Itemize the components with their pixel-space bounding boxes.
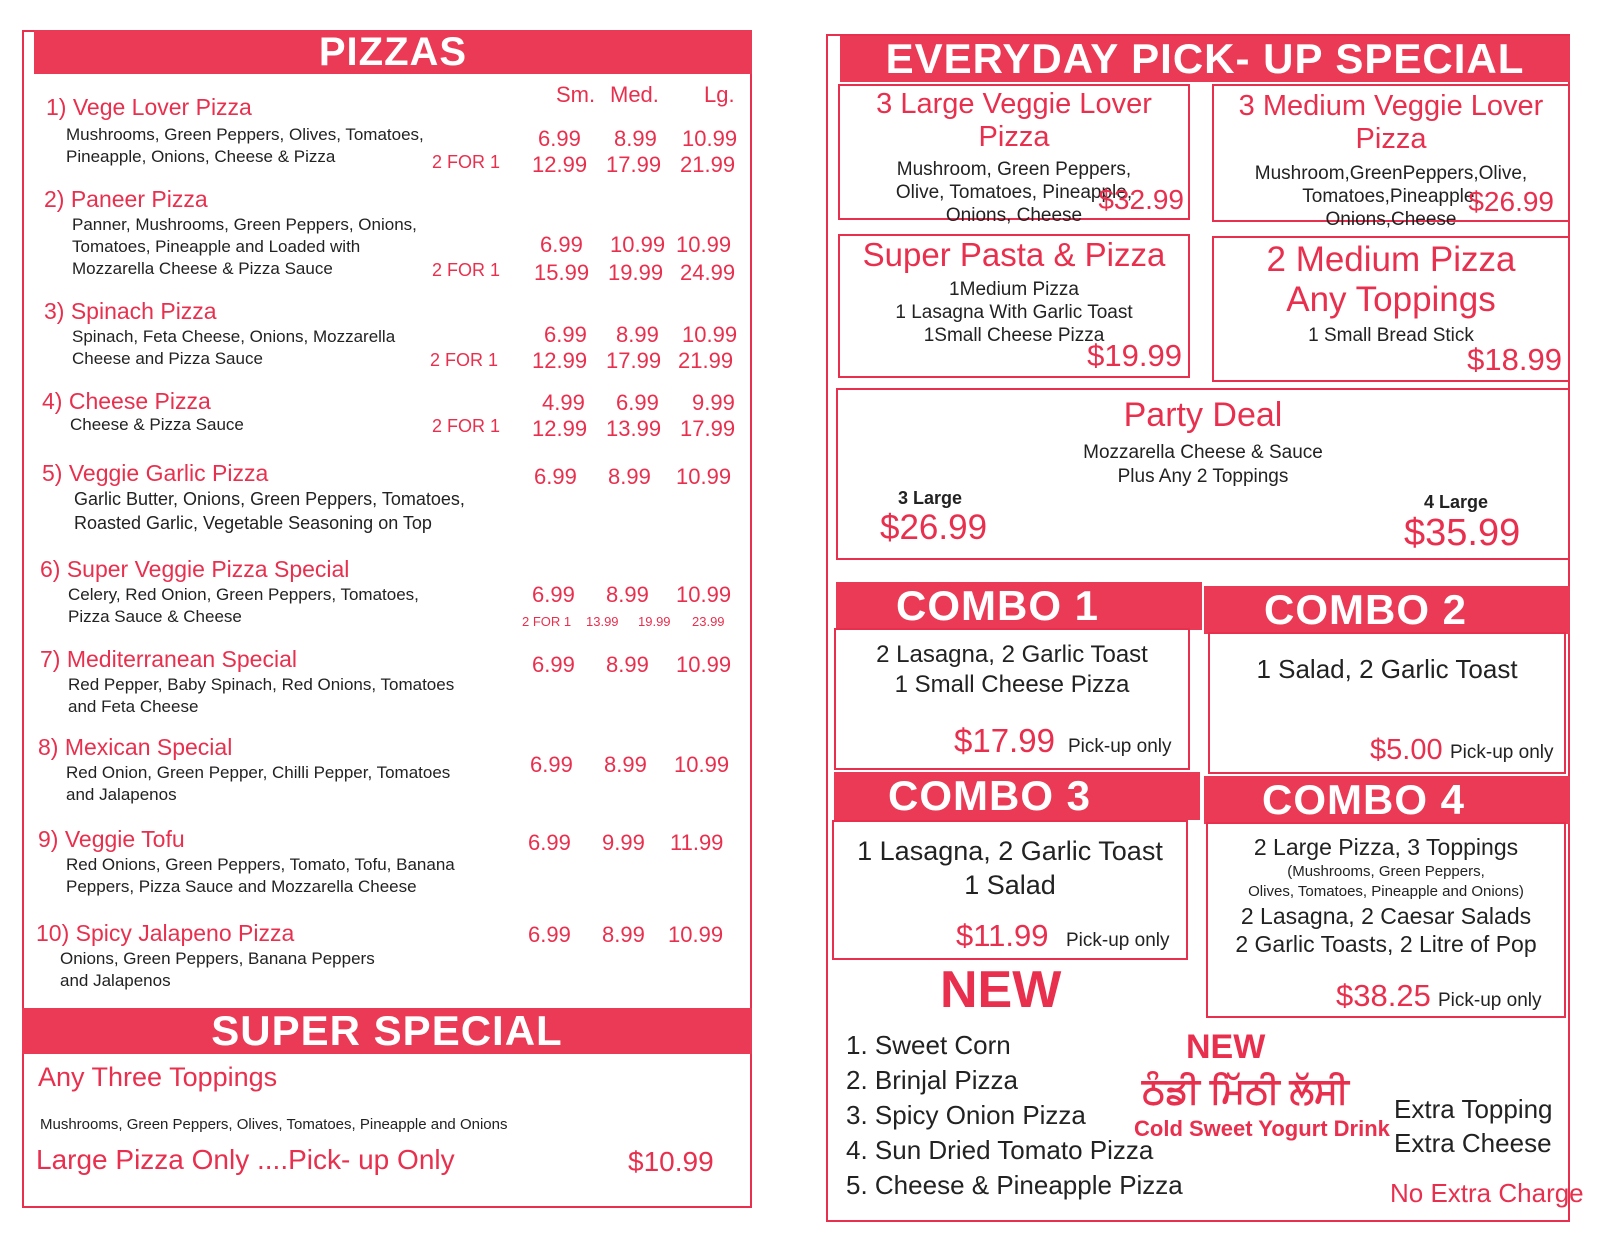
deal-price: $19.99 — [1087, 338, 1182, 373]
deal-card — [838, 234, 1190, 378]
price-small: 6.99 — [532, 582, 575, 607]
col-large-header: Lg. — [704, 82, 735, 107]
item-desc: Cheese and Pizza Sauce — [72, 349, 263, 368]
deal-line: 1Medium Pizza — [949, 279, 1079, 300]
deal-line: Onions, Cheese — [945, 205, 1083, 226]
combo3-card — [832, 820, 1188, 960]
combo3-title: COMBO 3 — [888, 772, 1092, 819]
pickup-only-label: Pick-up only — [1438, 990, 1542, 1011]
deal-line: Olive, Tomatoes, Pineapple, — [895, 182, 1133, 203]
menu-item — [46, 94, 746, 184]
price-small-2for1: 15.99 — [534, 260, 590, 285]
price-large: 10.99 — [676, 582, 732, 607]
item-desc: Garlic Butter, Onions, Green Peppers, Tomatoes, — [74, 489, 465, 509]
menu-item — [38, 826, 738, 896]
two-for-one-label: 2 FOR 1 — [430, 350, 499, 370]
combo-price: $5.00 — [1370, 734, 1443, 766]
combo4-card — [1206, 822, 1566, 1018]
item-name: 4) Cheese Pizza — [42, 388, 211, 414]
drink-name: Cold Sweet Yogurt Drink — [1134, 1116, 1390, 1141]
super-special-subtitle: Any Three Toppings — [38, 1062, 278, 1092]
price-medium: 8.99 — [606, 582, 649, 607]
col-medium-header: Med. — [610, 82, 659, 107]
price-medium-2for1: 13.99 — [606, 416, 662, 441]
super-special-banner — [22, 1008, 752, 1054]
item-desc: and Jalapenos — [66, 785, 177, 804]
pickup-only-label: Pick-up only — [1068, 736, 1172, 757]
menu-item — [40, 556, 740, 636]
price-small-2for1: 13.99 — [586, 614, 619, 629]
price-large: 10.99 — [668, 922, 724, 947]
extra-topping-label: Extra Topping — [1394, 1094, 1553, 1124]
price-medium-2for1: 19.99 — [638, 614, 671, 629]
item-name: 5) Veggie Garlic Pizza — [42, 460, 269, 486]
item-desc: Roasted Garlic, Vegetable Seasoning on Top — [74, 513, 432, 533]
item-desc: Celery, Red Onion, Green Peppers, Tomatoes, — [68, 585, 419, 604]
combo1-banner — [836, 582, 1202, 630]
price-small: 6.99 — [528, 922, 571, 947]
price-large-2for1: 24.99 — [680, 260, 736, 285]
col-small-header: Sm. — [556, 82, 596, 107]
deal-title: Super Pasta & Pizza — [862, 236, 1166, 273]
extra-cheese-label: Extra Cheese — [1394, 1128, 1552, 1158]
two-for-one-label: 2 FOR 1 — [432, 260, 501, 280]
price-large: 10.99 — [674, 752, 730, 777]
everyday-title: EVERYDAY PICK- UP SPECIAL — [885, 35, 1525, 82]
price-medium: 8.99 — [604, 752, 647, 777]
item-name: 10) Spicy Jalapeno Pizza — [36, 920, 295, 946]
price-large-2for1: 21.99 — [680, 152, 736, 177]
combo4-banner — [1204, 776, 1570, 824]
price-large: 9.99 — [692, 390, 735, 415]
item-desc: Cheese & Pizza Sauce — [70, 415, 244, 434]
combo2-title: COMBO 2 — [1264, 586, 1468, 633]
deal-price: $26.99 — [1468, 186, 1554, 217]
list-item: 5. Cheese & Pineapple Pizza — [846, 1170, 1183, 1200]
combo-price: $38.25 — [1336, 978, 1431, 1013]
deal-line: 1Small Cheese Pizza — [923, 325, 1105, 346]
combo-line: 2 Garlic Toasts, 2 Litre of Pop — [1235, 931, 1537, 957]
super-special-price: $10.99 — [628, 1146, 714, 1177]
price-large: 10.99 — [676, 232, 732, 257]
price-small: 6.99 — [528, 830, 571, 855]
combo2-banner — [1204, 586, 1570, 634]
party-right-price: $35.99 — [1404, 512, 1521, 554]
item-name: 6) Super Veggie Pizza Special — [40, 556, 350, 582]
deal-card — [1212, 236, 1570, 382]
deal-line: Mushroom, Green Peppers, — [896, 159, 1132, 180]
price-large: 10.99 — [682, 126, 738, 151]
item-desc: and Jalapenos — [60, 971, 171, 990]
no-extra-charge-label: No Extra Charge — [1390, 1178, 1584, 1208]
two-for-one-label: 2 FOR 1 — [432, 152, 501, 172]
item-desc: Tomatoes, Pineapple and Loaded with — [72, 237, 361, 256]
list-item: 4. Sun Dried Tomato Pizza — [846, 1135, 1154, 1165]
price-medium: 8.99 — [602, 922, 645, 947]
pizzas-banner — [34, 30, 752, 74]
everyday-banner — [840, 36, 1570, 82]
deal-price: $18.99 — [1467, 342, 1562, 377]
super-special-note: Large Pizza Only ....Pick- up Only — [36, 1144, 455, 1175]
item-name: 1) Vege Lover Pizza — [46, 94, 252, 120]
price-large-2for1: 21.99 — [678, 348, 734, 373]
deal-line: 1 Lasagna With Garlic Toast — [895, 302, 1133, 323]
deal-title: 3 Large Veggie Lover Pizza — [876, 88, 1152, 153]
pizzas-title: PIZZAS — [318, 30, 468, 74]
price-medium: 8.99 — [608, 464, 651, 489]
price-medium: 9.99 — [602, 830, 645, 855]
party-line: Plus Any 2 Toppings — [1117, 466, 1289, 487]
price-medium-2for1: 17.99 — [606, 152, 662, 177]
item-name: 7) Mediterranean Special — [40, 646, 297, 672]
item-desc: Onions, Green Peppers, Banana Peppers — [60, 949, 375, 968]
deal-price: $32.99 — [1098, 184, 1184, 215]
menu-item — [40, 646, 740, 716]
price-small: 6.99 — [538, 126, 581, 151]
price-medium: 8.99 — [616, 322, 659, 347]
combo-price: $17.99 — [954, 722, 1055, 759]
item-desc: Red Onions, Green Peppers, Tomato, Tofu, Banana — [66, 855, 455, 874]
combo1-card — [834, 628, 1190, 770]
item-desc: Red Pepper, Baby Spinach, Red Onions, Tomatoes — [68, 675, 455, 694]
party-right-label: 4 Large — [1424, 492, 1489, 512]
item-desc: and Feta Cheese — [68, 697, 199, 716]
price-large-2for1: 23.99 — [692, 614, 725, 629]
combo-line: 2 Large Pizza, 3 Toppings — [1253, 834, 1519, 860]
combo-line: 2 Lasagna, 2 Caesar Salads — [1240, 903, 1532, 929]
pickup-only-label: Pick-up only — [1066, 930, 1170, 951]
price-large-2for1: 17.99 — [680, 416, 736, 441]
menu-item — [42, 460, 742, 533]
price-small: 6.99 — [530, 752, 573, 777]
item-desc: Mozzarella Cheese & Pizza Sauce — [72, 259, 333, 278]
new-items-list — [846, 1028, 1183, 1203]
two-for-one-label: 2 FOR 1 — [522, 614, 572, 629]
party-deal-card — [836, 388, 1570, 560]
price-large: 10.99 — [676, 652, 732, 677]
menu-item — [42, 388, 742, 448]
item-name: 3) Spinach Pizza — [44, 298, 217, 324]
item-desc: Peppers, Pizza Sauce and Mozzarella Cheese — [66, 877, 417, 896]
party-left-label: 3 Large — [898, 488, 963, 508]
deal-title: 2 Medium Pizza — [1266, 240, 1516, 279]
list-item: 3. Spicy Onion Pizza — [846, 1100, 1086, 1130]
combo-price: $11.99 — [956, 918, 1049, 953]
item-desc: Spinach, Feta Cheese, Onions, Mozzarella — [72, 327, 396, 346]
drink-punjabi-name: ਠੰਡੀ ਮਿੱਠੀ ਲੱਸੀ — [1142, 1070, 1349, 1111]
deal-card — [838, 84, 1190, 226]
deal-card — [1212, 84, 1570, 230]
price-small-2for1: 12.99 — [532, 152, 588, 177]
party-line: Mozzarella Cheese & Sauce — [1083, 442, 1323, 463]
combo-line: 1 Salad, 2 Garlic Toast — [1256, 654, 1518, 684]
item-name: 8) Mexican Special — [38, 734, 233, 760]
price-small: 6.99 — [534, 464, 577, 489]
price-small-2for1: 12.99 — [532, 416, 588, 441]
combo1-title: COMBO 1 — [896, 582, 1100, 629]
item-desc: Pineapple, Onions, Cheese & Pizza — [66, 147, 336, 166]
price-medium: 10.99 — [610, 232, 666, 257]
deal-title: 3 Medium Veggie Lover Pizza — [1238, 90, 1544, 155]
price-small: 6.99 — [540, 232, 583, 257]
price-large: 11.99 — [670, 830, 724, 855]
combo4-title: COMBO 4 — [1262, 776, 1466, 823]
drink-new-label: NEW — [1186, 1028, 1266, 1066]
item-desc: Pizza Sauce & Cheese — [68, 607, 242, 626]
price-medium-2for1: 19.99 — [608, 260, 664, 285]
menu-item — [38, 734, 738, 804]
combo-line: Olives, Tomatoes, Pineapple and Onions) — [1248, 883, 1524, 900]
price-small: 4.99 — [542, 390, 585, 415]
super-special-toppings: Mushrooms, Green Peppers, Olives, Tomatoes, Pineapple and Onions — [40, 1116, 508, 1133]
price-small: 6.99 — [532, 652, 575, 677]
menu-item — [36, 920, 736, 990]
combo-line: 1 Salad — [964, 870, 1056, 900]
price-medium: 6.99 — [616, 390, 659, 415]
item-name: 2) Paneer Pizza — [44, 186, 208, 212]
deal-line: Onions,Cheese — [1325, 209, 1457, 230]
deal-line: 1 Small Bread Stick — [1308, 325, 1474, 346]
combo-line: 1 Small Cheese Pizza — [894, 671, 1130, 698]
price-large: 10.99 — [682, 322, 738, 347]
super-special-title: SUPER SPECIAL — [211, 1007, 563, 1054]
price-medium-2for1: 17.99 — [606, 348, 662, 373]
menu-item — [44, 186, 744, 286]
item-desc: Red Onion, Green Pepper, Chilli Pepper, Tomatoes — [66, 763, 451, 782]
price-medium: 8.99 — [614, 126, 657, 151]
item-name: 9) Veggie Tofu — [38, 826, 185, 852]
price-small: 6.99 — [544, 322, 587, 347]
price-large: 10.99 — [676, 464, 732, 489]
deal-line: Mushroom,GreenPeppers,Olive, — [1254, 163, 1528, 184]
combo-line: 2 Lasagna, 2 Garlic Toast — [876, 641, 1148, 668]
two-for-one-label: 2 FOR 1 — [432, 416, 501, 436]
combo3-banner — [834, 772, 1200, 820]
menu-item — [44, 298, 744, 378]
price-small-2for1: 12.99 — [532, 348, 588, 373]
new-title: NEW — [940, 961, 1062, 1019]
item-desc: Panner, Mushrooms, Green Peppers, Onions, — [72, 215, 417, 234]
deal-title: Any Toppings — [1286, 280, 1496, 319]
combo-line: (Mushrooms, Green Peppers, — [1287, 863, 1485, 880]
combo2-card — [1208, 632, 1566, 774]
item-desc: Mushrooms, Green Peppers, Olives, Tomatoes, — [66, 125, 424, 144]
party-left-price: $26.99 — [880, 508, 988, 547]
deal-line: Tomatoes,Pineapple, — [1302, 186, 1480, 207]
combo-line: 1 Lasagna, 2 Garlic Toast — [857, 836, 1163, 866]
list-item: 1. Sweet Corn — [846, 1030, 1011, 1060]
pickup-only-label: Pick-up only — [1450, 742, 1554, 763]
party-title: Party Deal — [1123, 396, 1283, 434]
list-item: 2. Brinjal Pizza — [846, 1065, 1018, 1095]
price-medium: 8.99 — [606, 652, 649, 677]
